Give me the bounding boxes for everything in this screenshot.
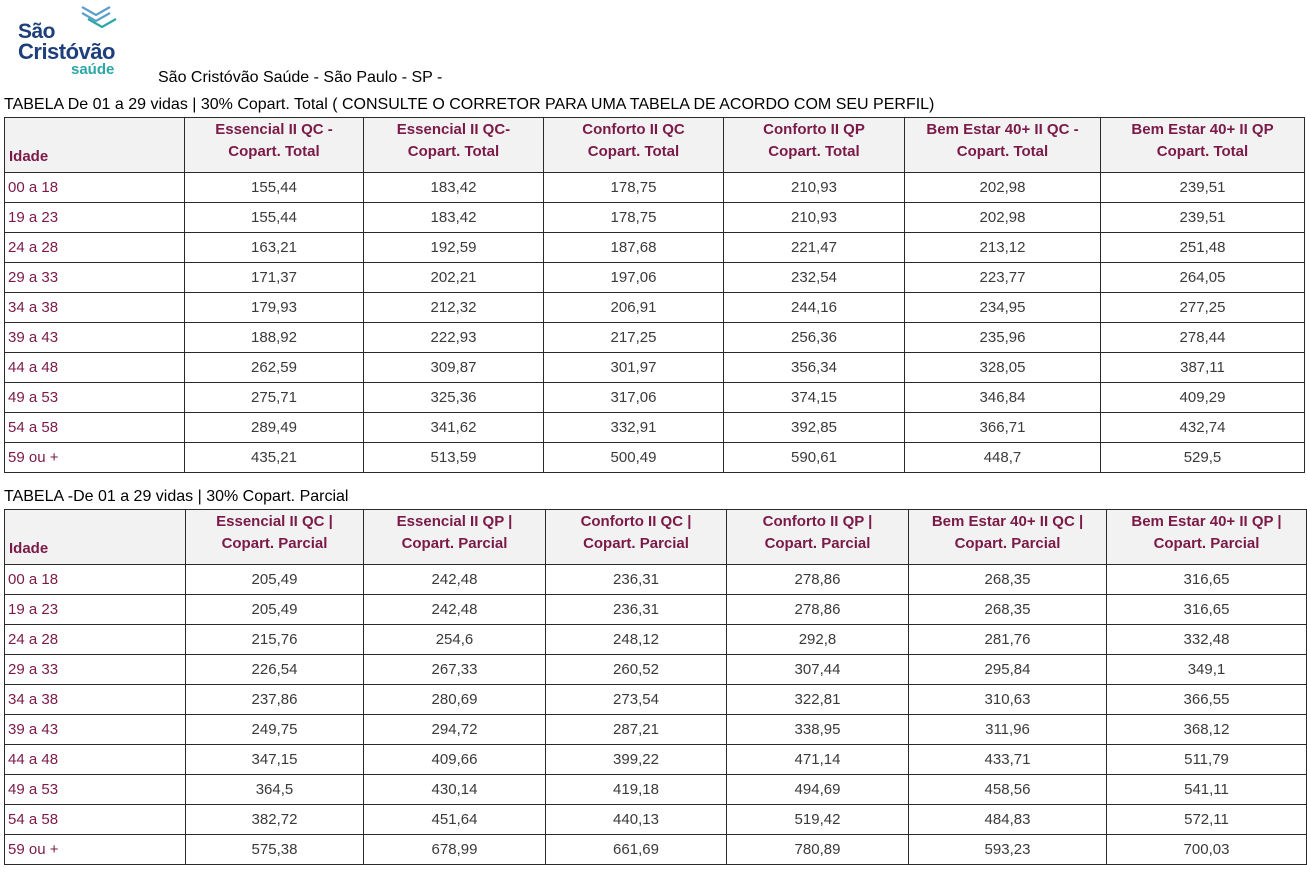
price-cell: 316,65: [1107, 565, 1307, 595]
table-row: [5, 805, 1307, 835]
price-cell: 212,32: [364, 293, 544, 323]
price-cell: 197,06: [544, 263, 724, 293]
price-cell: 309,87: [364, 353, 544, 383]
table-row: [5, 595, 1307, 625]
table-row: [5, 203, 1305, 233]
price-cell: 262,59: [185, 353, 364, 383]
price-cell: 294,72: [364, 715, 546, 745]
price-cell: 301,97: [544, 353, 724, 383]
logo-text-line1: São: [18, 20, 56, 43]
price-cell: 332,91: [544, 413, 724, 443]
price-cell: 289,49: [185, 413, 364, 443]
price-cell: 325,36: [364, 383, 544, 413]
price-cell: 248,12: [546, 625, 727, 655]
age-range-cell: 59 ou +: [5, 443, 185, 473]
price-cell: 278,86: [727, 595, 909, 625]
column-header-plan: [185, 118, 364, 173]
price-cell: 433,71: [909, 745, 1107, 775]
column-header-plan: [364, 118, 544, 173]
column-header-plan: [544, 118, 724, 173]
age-range-cell: 44 a 48: [5, 745, 186, 775]
price-cell: 155,44: [185, 173, 364, 203]
price-cell: 529,5: [1101, 443, 1305, 473]
price-cell: 338,95: [727, 715, 909, 745]
header-plan-name: Conforto II QP |: [762, 513, 873, 530]
table-row: [5, 173, 1305, 203]
table-row: [5, 443, 1305, 473]
price-cell: 179,93: [185, 293, 364, 323]
column-header-plan: [186, 510, 364, 565]
price-cell: 215,76: [186, 625, 364, 655]
price-cell: 217,25: [544, 323, 724, 353]
table-row: [5, 353, 1305, 383]
table-row: [5, 233, 1305, 263]
price-cell: 368,12: [1107, 715, 1307, 745]
price-cell: 205,49: [186, 565, 364, 595]
price-cell: 268,35: [909, 595, 1107, 625]
header-plan-name: Conforto II QP: [763, 121, 865, 138]
price-cell: 435,21: [185, 443, 364, 473]
age-range-cell: 24 a 28: [5, 625, 186, 655]
price-cell: 458,56: [909, 775, 1107, 805]
table-row: [5, 323, 1305, 353]
price-cell: 226,54: [186, 655, 364, 685]
header-copart-type: Copart. Parcial: [221, 535, 328, 552]
price-cell: 349,1: [1107, 655, 1307, 685]
age-range-cell: 24 a 28: [5, 233, 185, 263]
price-cell: 273,54: [546, 685, 727, 715]
price-cell: 661,69: [546, 835, 727, 865]
price-cell: 432,74: [1101, 413, 1305, 443]
price-cell: 317,06: [544, 383, 724, 413]
column-header-plan: [1107, 510, 1307, 565]
price-cell: 187,68: [544, 233, 724, 263]
price-cell: 494,69: [727, 775, 909, 805]
price-cell: 171,37: [185, 263, 364, 293]
sao-cristovao-logo-mark-icon: [78, 3, 118, 31]
price-cell: 399,22: [546, 745, 727, 775]
price-cell: 244,16: [724, 293, 905, 323]
age-range-cell: 39 a 43: [5, 715, 186, 745]
header-copart-type: Copart. Parcial: [401, 535, 508, 552]
brand-logo[interactable]: [16, 3, 126, 81]
price-cell: 249,75: [186, 715, 364, 745]
price-cell: 307,44: [727, 655, 909, 685]
price-cell: 419,18: [546, 775, 727, 805]
header-plan-name: Bem Estar 40+ II QC |: [931, 513, 1084, 530]
price-cell: 222,93: [364, 323, 544, 353]
age-range-cell: 44 a 48: [5, 353, 185, 383]
header-copart-type: Copart. Total: [768, 143, 860, 160]
table-row: [5, 263, 1305, 293]
price-cell: 316,65: [1107, 595, 1307, 625]
price-table-copart-parcial: [4, 509, 1307, 865]
logo-text-line3: saúde: [71, 61, 115, 78]
age-range-cell: 34 a 38: [5, 685, 186, 715]
column-header-plan: [364, 510, 546, 565]
price-cell: 239,51: [1101, 203, 1305, 233]
price-cell: 242,48: [364, 595, 546, 625]
price-cell: 430,14: [364, 775, 546, 805]
logo-text-line2: Cristóvão: [18, 39, 115, 64]
header-label: Idade: [9, 540, 49, 557]
age-range-cell: 54 a 58: [5, 805, 186, 835]
age-range-cell: 29 a 33: [5, 655, 186, 685]
price-cell: 210,93: [724, 203, 905, 233]
price-cell: 192,59: [364, 233, 544, 263]
price-cell: 593,23: [909, 835, 1107, 865]
price-cell: 205,49: [186, 595, 364, 625]
price-cell: 237,86: [186, 685, 364, 715]
table-row: [5, 715, 1307, 745]
table-row: [5, 685, 1307, 715]
price-cell: 364,5: [186, 775, 364, 805]
table-row: [5, 835, 1307, 865]
header-copart-type: Copart. Parcial: [583, 535, 689, 552]
column-header-plan: [1101, 118, 1305, 173]
age-range-cell: 34 a 38: [5, 293, 185, 323]
price-cell: 780,89: [727, 835, 909, 865]
price-cell: 409,66: [364, 745, 546, 775]
header-copart-type: Copart. Total: [1156, 143, 1249, 160]
age-range-cell: 59 ou +: [5, 835, 186, 865]
price-cell: 541,11: [1107, 775, 1307, 805]
price-cell: 366,71: [905, 413, 1101, 443]
age-range-cell: 19 a 23: [5, 203, 185, 233]
header-copart-type: Copart. Total: [956, 143, 1049, 160]
table-row: [5, 625, 1307, 655]
price-cell: 236,31: [546, 565, 727, 595]
price-cell: 275,71: [185, 383, 364, 413]
table-row: [5, 413, 1305, 443]
age-range-cell: 49 a 53: [5, 775, 186, 805]
price-cell: 202,98: [905, 203, 1101, 233]
price-cell: 387,11: [1101, 353, 1305, 383]
price-cell: 295,84: [909, 655, 1107, 685]
price-cell: 322,81: [727, 685, 909, 715]
header-plan-name: Essencial II QC |: [216, 513, 333, 530]
price-cell: 254,6: [364, 625, 546, 655]
price-cell: 232,54: [724, 263, 905, 293]
table-row: [5, 775, 1307, 805]
price-cell: 519,42: [727, 805, 909, 835]
price-cell: 223,77: [905, 263, 1101, 293]
price-cell: 221,47: [724, 233, 905, 263]
header-plan-name: Conforto II QC |: [580, 513, 692, 530]
header-plan-name: Bem Estar 40+ II QP |: [1131, 513, 1282, 530]
price-cell: 260,52: [546, 655, 727, 685]
price-cell: 278,86: [727, 565, 909, 595]
price-cell: 575,38: [186, 835, 364, 865]
age-range-cell: 00 a 18: [5, 173, 185, 203]
price-cell: 155,44: [185, 203, 364, 233]
price-cell: 511,79: [1107, 745, 1307, 775]
header-plan-name: Essencial II QP |: [396, 513, 513, 530]
header-copart-type: Copart. Parcial: [1153, 535, 1260, 552]
price-cell: 183,42: [364, 173, 544, 203]
price-cell: 281,76: [909, 625, 1107, 655]
price-cell: 234,95: [905, 293, 1101, 323]
price-cell: 484,83: [909, 805, 1107, 835]
table-row: [5, 745, 1307, 775]
header-copart-type: Copart. Total: [407, 143, 500, 160]
price-cell: 328,05: [905, 353, 1101, 383]
price-cell: 440,13: [546, 805, 727, 835]
price-cell: 700,03: [1107, 835, 1307, 865]
header-plan-name: Bem Estar 40+ II QC -: [926, 121, 1079, 138]
header-plan-name: Bem Estar 40+ II QP: [1131, 121, 1274, 138]
header-row: [5, 510, 1307, 565]
price-cell: 310,63: [909, 685, 1107, 715]
column-header-plan: [909, 510, 1107, 565]
price-cell: 332,48: [1107, 625, 1307, 655]
price-cell: 236,31: [546, 595, 727, 625]
header-plan-name: Conforto II QC: [582, 121, 685, 138]
price-cell: 277,25: [1101, 293, 1305, 323]
price-cell: 382,72: [186, 805, 364, 835]
header-label: Idade: [9, 148, 49, 165]
age-range-cell: 54 a 58: [5, 413, 185, 443]
price-cell: 451,64: [364, 805, 546, 835]
age-range-cell: 49 a 53: [5, 383, 185, 413]
price-cell: 213,12: [905, 233, 1101, 263]
price-cell: 513,59: [364, 443, 544, 473]
price-cell: 366,55: [1107, 685, 1307, 715]
price-cell: 239,51: [1101, 173, 1305, 203]
age-range-cell: 39 a 43: [5, 323, 185, 353]
price-cell: 264,05: [1101, 263, 1305, 293]
price-cell: 178,75: [544, 203, 724, 233]
table-row: [5, 293, 1305, 323]
column-header-plan: [905, 118, 1101, 173]
price-cell: 178,75: [544, 173, 724, 203]
price-cell: 572,11: [1107, 805, 1307, 835]
column-header-idade: [5, 118, 185, 173]
table2-caption: TABELA -De 01 a 29 vidas | 30% Copart. Parcial: [4, 488, 349, 505]
price-cell: 268,35: [909, 565, 1107, 595]
price-cell: 346,84: [905, 383, 1101, 413]
header-plan-name: Essencial II QC -: [215, 121, 333, 138]
header-plan-name: Essencial II QC-: [396, 121, 511, 138]
price-cell: 500,49: [544, 443, 724, 473]
price-cell: 206,91: [544, 293, 724, 323]
table1-caption: TABELA De 01 a 29 vidas | 30% Copart. Total ( CONSULTE O CORRETOR PARA UMA TABELA DE ACORDO COM SEU PERFIL): [4, 96, 935, 113]
price-cell: 251,48: [1101, 233, 1305, 263]
price-cell: 188,92: [185, 323, 364, 353]
table-row: [5, 565, 1307, 595]
price-cell: 183,42: [364, 203, 544, 233]
price-table-copart-total: [4, 117, 1305, 473]
price-cell: 471,14: [727, 745, 909, 775]
price-cell: 292,8: [727, 625, 909, 655]
header-copart-type: Copart. Total: [587, 143, 680, 160]
header-copart-type: Copart. Parcial: [764, 535, 871, 552]
price-cell: 356,34: [724, 353, 905, 383]
price-cell: 235,96: [905, 323, 1101, 353]
price-cell: 278,44: [1101, 323, 1305, 353]
price-cell: 347,15: [186, 745, 364, 775]
price-cell: 341,62: [364, 413, 544, 443]
price-cell: 267,33: [364, 655, 546, 685]
price-cell: 280,69: [364, 685, 546, 715]
price-cell: 242,48: [364, 565, 546, 595]
page-title: São Cristóvão Saúde - São Paulo - SP -: [158, 69, 443, 86]
age-range-cell: 00 a 18: [5, 565, 186, 595]
price-cell: 590,61: [724, 443, 905, 473]
price-cell: 448,7: [905, 443, 1101, 473]
age-range-cell: 19 a 23: [5, 595, 186, 625]
price-cell: 678,99: [364, 835, 546, 865]
price-cell: 287,21: [546, 715, 727, 745]
column-header-plan: [727, 510, 909, 565]
price-cell: 210,93: [724, 173, 905, 203]
column-header-plan: [724, 118, 905, 173]
header-copart-type: Copart. Parcial: [954, 535, 1061, 552]
price-cell: 163,21: [185, 233, 364, 263]
table-row: [5, 383, 1305, 413]
age-range-cell: 29 a 33: [5, 263, 185, 293]
price-cell: 392,85: [724, 413, 905, 443]
price-cell: 202,21: [364, 263, 544, 293]
price-cell: 311,96: [909, 715, 1107, 745]
header-copart-type: Copart. Total: [228, 143, 320, 160]
price-cell: 202,98: [905, 173, 1101, 203]
price-cell: 256,36: [724, 323, 905, 353]
price-cell: 374,15: [724, 383, 905, 413]
column-header-plan: [546, 510, 727, 565]
column-header-idade: [5, 510, 186, 565]
price-cell: 409,29: [1101, 383, 1305, 413]
header-row: [5, 118, 1305, 173]
table-row: [5, 655, 1307, 685]
